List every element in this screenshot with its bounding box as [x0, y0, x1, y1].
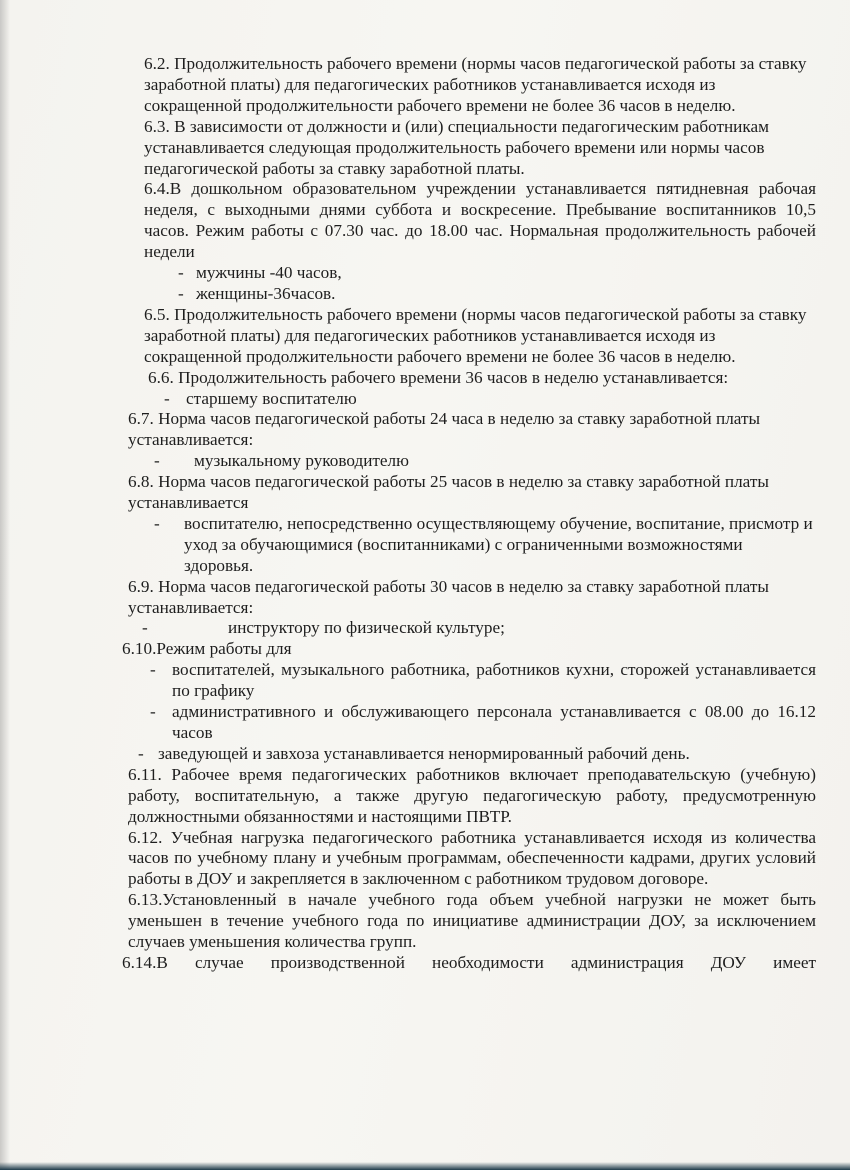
list-item — [150, 702, 816, 744]
list-item — [150, 660, 816, 702]
dash-marker: - — [178, 263, 184, 283]
document-body — [122, 54, 816, 974]
dash-marker: - — [154, 451, 160, 471]
dash-marker: - — [154, 513, 160, 533]
dash-marker: - — [164, 388, 170, 408]
page-edge-shadow — [0, 0, 10, 1170]
list-item — [178, 284, 816, 305]
list-item-text: музыкальному руководителю — [194, 451, 409, 471]
list-item — [178, 263, 816, 284]
paragraph-6-7: 6.7. Норма часов педагогической работы 24 часа в неделю за ставку заработной платы устанавливается: — [128, 409, 761, 450]
list-item-text: мужчины -40 часов, — [196, 263, 342, 283]
list-item — [154, 451, 816, 472]
paragraph-6-14: 6.14.В случае производственной необходимости администрация ДОУ имеет — [122, 952, 816, 972]
dash-marker: - — [142, 618, 148, 638]
dash-marker: - — [150, 702, 156, 722]
dash-marker: - — [178, 283, 184, 303]
paragraph-6-4: 6.4.В дошкольном образовательном учреждении устанавливается пятидневная рабочая неделя, с выходными днями суббота и воскресение. Пребывание воспитанников 10,5 часов. Режим работы с 07.30 час. до 18.00 час. Нормальная продолжительность рабочей недели — [144, 179, 816, 262]
dash-marker: - — [138, 743, 144, 763]
paragraph-6-12: 6.12. Учебная нагрузка педагогического работника устанавливается исходя из количества часов по учебному плану и учебным программам, обеспеченности кадрами, других условий работы в ДОУ и закрепляется в заключенном с работником трудовом договоре. — [128, 827, 816, 889]
list-item — [154, 514, 816, 577]
list-item-text: воспитателей, музыкального работника, работников кухни, сторожей устанавливается по графику — [172, 660, 816, 701]
paragraph-6-2: 6.2. Продолжительность рабочего времени (нормы часов педагогической работы за ставку заработной платы) для педагогических работников устанавливается исходя из сокращенной продолжительности рабочего времени не более 36 часов в неделю. — [144, 54, 807, 115]
list-item — [164, 389, 816, 410]
paragraph-6-11: 6.11. Рабочее время педагогических работников включает преподавательскую (учебную) работу, воспитательную, а также другую педагогическую работу, предусмотренную должностными обязанностями и настоящими ПВТР. — [128, 764, 816, 826]
scan-bottom-edge — [0, 1162, 850, 1170]
list-item-text: инструктору по физической культуре; — [228, 618, 505, 638]
paragraph-6-8: 6.8. Норма часов педагогической работы 25 часов в неделю за ставку заработной платы устанавливается — [128, 472, 769, 513]
paragraph-6-9: 6.9. Норма часов педагогической работы 30 часов в неделю за ставку заработной платы устанавливается: — [128, 576, 769, 617]
list-item — [142, 618, 816, 639]
list-item — [138, 744, 816, 765]
paragraph-6-6: 6.6. Продолжительность рабочего времени 36 часов в неделю устанавливается: — [148, 367, 729, 387]
paragraph-6-5: 6.5. Продолжительность рабочего времени (нормы часов педагогической работы за ставку заработной платы) для педагогических работников устанавливается исходя из сокращенной продолжительности рабочего времени не более 36 часов в неделю. — [144, 304, 807, 366]
paragraph-6-13: 6.13.Установленный в начале учебного года объем учебной нагрузки не может быть уменьшен в течение учебного года по инициативе администрации ДОУ, за исключением случаев уменьшения количества групп. — [128, 890, 816, 952]
list-item-text: административного и обслуживающего персонала устанавливается с 08.00 до 16.12 часов — [172, 702, 816, 742]
paragraph-6-3: 6.3. В зависимости от должности и (или) специальности педагогическим работникам устанавливается следующая продолжительность рабочего времени или нормы часов педагогической работы за ставку заработной платы. — [144, 116, 769, 178]
paragraph-6-10: 6.10.Режим работы для — [122, 639, 292, 659]
list-item-text: заведующей и завхоза устанавливается ненормированный рабочий день. — [158, 743, 690, 763]
list-item-text: женщины-36часов. — [196, 283, 336, 303]
list-item-text: старшему воспитателю — [186, 388, 357, 408]
dash-marker: - — [150, 660, 156, 680]
list-item-text: воспитателю, непосредственно осуществляющему обучение, воспитание, присмотр и уход за обучающимися (воспитанниками) с ограниченными возможностями здоровья. — [184, 513, 813, 575]
